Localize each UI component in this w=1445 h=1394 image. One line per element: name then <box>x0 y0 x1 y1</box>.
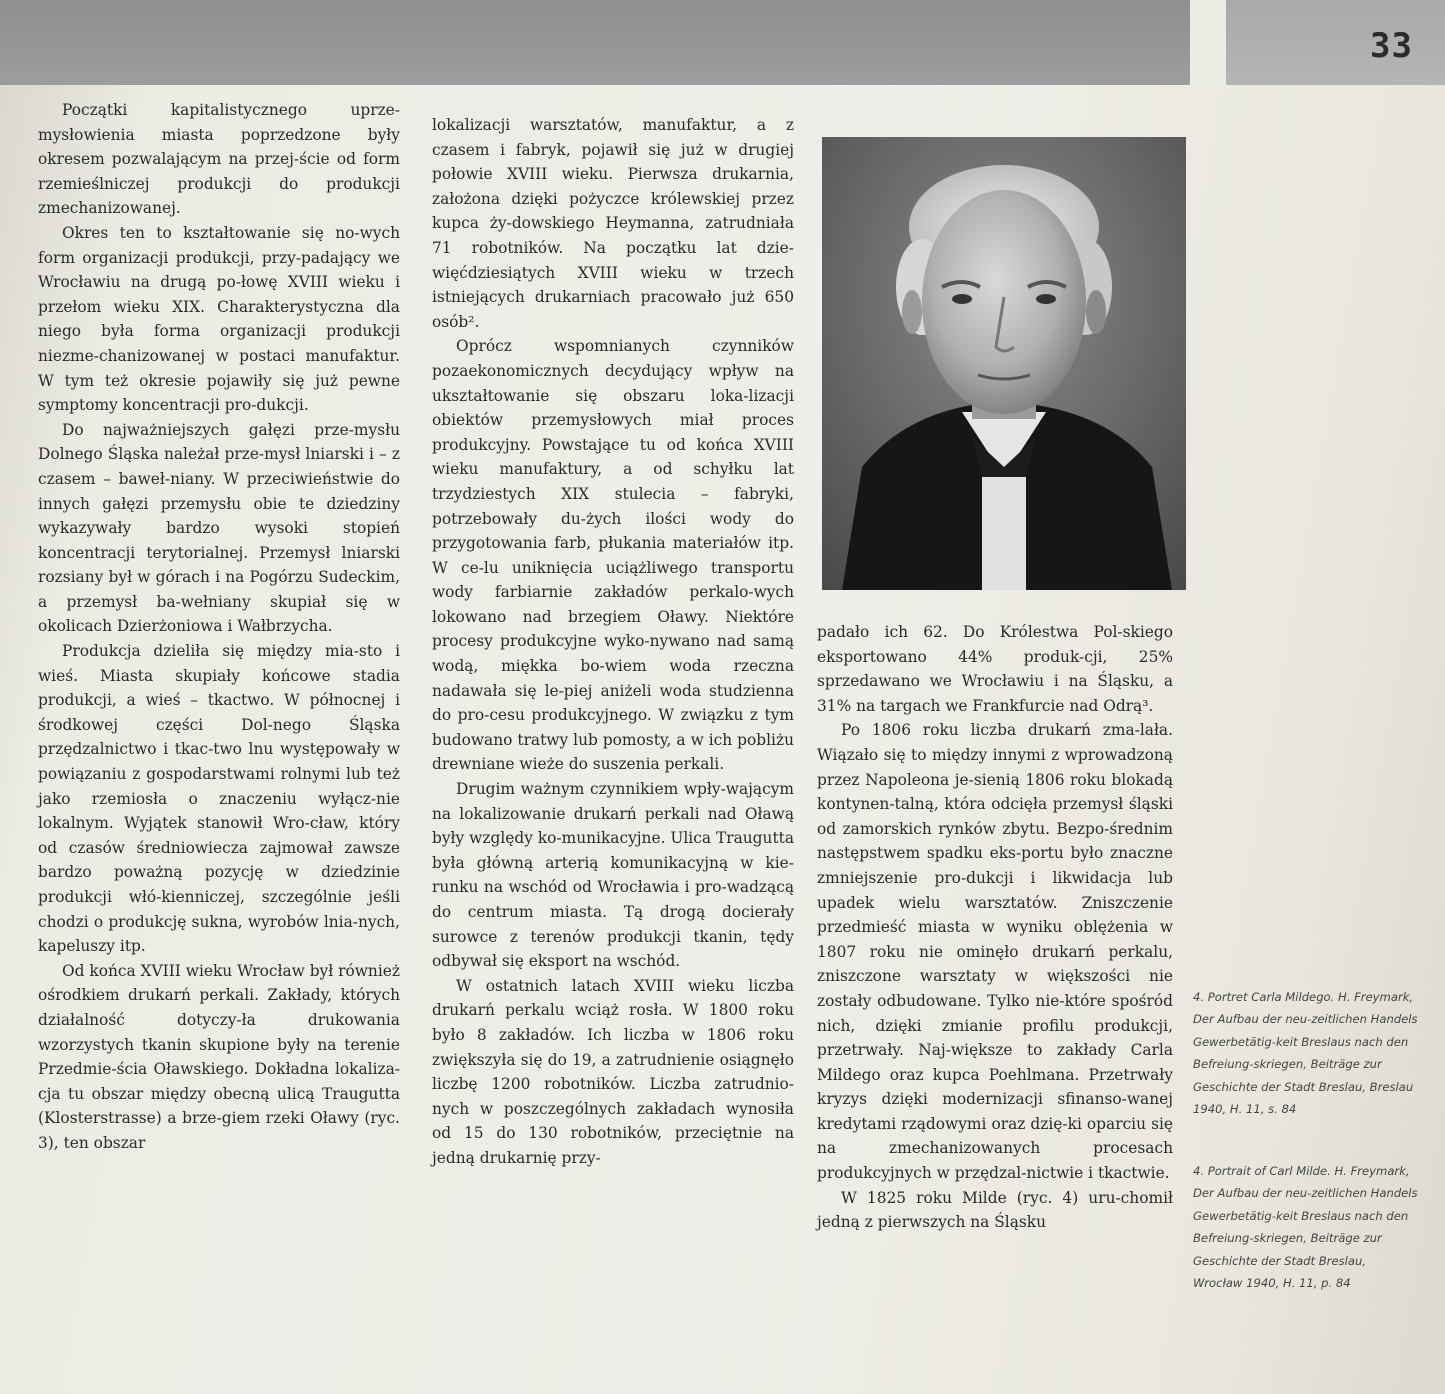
paragraph: W 1825 roku Milde (ryc. 4) uru-chomił jedną z pierwszych na Śląsku <box>817 1188 1173 1232</box>
paragraph: Okres ten to kształtowanie się no-wych form organizacji produkcji, przy-padający we Wrocławiu na drugą po-łowę XVIII wieku i przełom wieku XIX. Charakterystyczna dla niego była forma organizacji produkcji niezme-chanizowanej w postaci manufaktur. W tym też okresie pojawiły się już pewne symptomy koncentracji pro-dukcji. <box>38 223 400 415</box>
portrait-illustration <box>822 137 1186 590</box>
text-column-1 <box>38 98 400 1156</box>
page-number-box <box>1226 0 1445 85</box>
paragraph: lokalizacji warsztatów, manufaktur, a z czasem i fabryk, pojawił się już w drugiej połowie XVIII wieku. Pierwsza drukarnia, założona dzięki pożyczce królewskiej przez kupca ży-dowskiego Heymanna, zatrudniała 71 robotników. Na początku lat dzie-więćdziesiątych XVIII wieku w trzech istniejących drukarniach pracowało już 650 osób². <box>432 116 794 331</box>
portrait-photo <box>822 137 1186 590</box>
paragraph: Produkcja dzieliła się między mia-sto i wieś. Miasta skupiały końcowe stadia produkcji, a wieś – tkactwo. W północnej i środkowej części Dol-nego Śląska przędzalnictwo i tkac-two lnu występowały w powiązaniu z gospodarstwami rolnymi lub też jako rzemiosła o znaczeniu wyłącz-nie lokalnym. Wyjątek stanowił Wro-cław, który od czasów średniowiecza zajmował zawsze bardzo poważną pozycję w dziedzinie produkcji włó-kienniczej, szczególnie jeśli chodzi o produkcję sukna, wyrobów lnia-nych, kapeluszy itp. <box>38 642 400 956</box>
page-number: 33 <box>1370 26 1413 66</box>
figure-caption-english: 4. Portrait of Carl Milde. H. Freymark, Der Aufbau der neu-zeitlichen Handels Gewerbetätig-keit Breslaus nach den Befreiung-skriegen, Beiträge zur Geschichte der Stadt Breslau, Wrocław 1940, H. 11, p. 84 <box>1193 1164 1418 1291</box>
paragraph: padało ich 62. Do Królestwa Pol-skiego eksportowano 44% produk-cji, 25% sprzedawano we Wrocławiu i na Śląsku, a 31% na targach we Frankfurcie nad Odrą³. <box>817 623 1173 715</box>
figure-caption-polish: 4. Portret Carla Mildego. H. Freymark, Der Aufbau der neu-zeitlichen Handels Gewerbetätig-keit Breslaus nach den Befreiung-skriegen, Beiträge zur Geschichte der Stadt Breslau, Breslau 1940, H. 11, s. 84 <box>1193 990 1418 1117</box>
paragraph: Początki kapitalistycznego uprze-mysłowienia miasta poprzedzone były okresem pozwalającym na przej-ście od form rzemieślniczej produkcji do produkcji zmechanizowanej. <box>38 101 400 218</box>
paragraph: Oprócz wspomnianych czynników pozaekonomicznych decydujący wpływ na ukształtowanie się obszaru loka-lizacji obiektów przemysłowych miał proces produkcyjny. Powstające tu od końca XVIII wieku manufaktury, a od schyłku lat trzydziestych XIX stulecia – fabryki, potrzebowały du-żych ilości wody do przygotowania farb, płukania materiałów itp. W ce-lu uniknięcia uciążliwego transportu wody farbiarnie zakładów perkalo-wych lokowano nad brzegiem Oławy. Niektóre procesy produkcyjne wyko-nywano nad samą wodą, miękka bo-wiem woda rzeczna nadawała się le-piej aniżeli woda studzienna do pro-cesu produkcyjnego. W związku z tym budowano tratwy lub pomosty, a w ich pobliżu drewniane wieże do suszenia perkali. <box>432 337 794 774</box>
paragraph: Od końca XVIII wieku Wrocław był również ośrodkiem drukarń perkali. Zakłady, których działalność dotyczy-ła drukowania wzorzystych tkanin skupione były na terenie Przedmie-ścia Oławskiego. Dokładna lokaliza-cja tu obszar między obecną ulicą Traugutta (Klosterstrasse) a brze-giem rzeki Oławy (ryc. 3), ten obszar <box>38 961 400 1152</box>
paragraph: Do najważniejszych gałęzi prze-mysłu Dolnego Śląska należał prze-mysł lniarski i – z czasem – baweł-niany. W przeciwieństwie do innych gałęzi przemysłu obie te dziedziny wykazywały bardzo wysoki stopień koncentracji terytorialnej. Przemysł lniarski rozsiany był w górach i na Pogórzu Sudeckim, a przemysł ba-wełniany skupiał się w okolicach Dzierżoniowa i Wałbrzycha. <box>38 420 400 636</box>
paragraph: Po 1806 roku liczba drukarń zma-lała. Wiązało się to między innymi z wprowadzoną przez Napoleona je-sienią 1806 roku blokadą kontynen-talną, która odcięła przemysł śląski od zamorskich rynków zbytu. Bezpo-średnim następstwem spadku eks-portu było znaczne zmniejszenie pro-dukcji i likwidacja lub upadek wielu warsztatów. Zniszczenie przedmieść miasta w wyniku oblężenia w 1807 roku nie ominęło drukarń perkalu, zniszczone warsztaty w większości nie zostały odbudowane. Tylko nie-które spośród nich, dzięki zmianie profilu produkcji, przetrwały. Naj-większe to zakłady Carla Mildego oraz kupca Poehlmana. Przetrwały kryzys dzięki modernizacji sfinanso-wanej kredytami rządowymi oraz dzię-ki oparciu się na zmechanizowanych procesach produkcyjnych w przędzal-nictwie i tkactwie. <box>817 721 1173 1183</box>
header-band <box>0 0 1190 85</box>
text-column-3 <box>817 620 1173 1235</box>
header-gap <box>1190 0 1226 85</box>
text-column-2 <box>432 113 794 1171</box>
paragraph: Drugim ważnym czynnikiem wpły-wającym na lokalizowanie drukarń perkali nad Oławą były względy ko-munikacyjne. Ulica Traugutta była główną arterią komunikacyjną w kie-runku na wschód od Wrocławia i pro-wadzącą do centrum miasta. Tą drogą docierały surowce z terenów produkcji tkanin, tędy odbywał się eksport na wschód. <box>432 780 794 971</box>
paragraph: W ostatnich latach XVIII wieku liczba drukarń perkalu wciąż rosła. W 1800 roku było 8 zakładów. Ich liczba w 1806 roku zwiększyła się do 19, a zatrudnienie osiągnęło liczbę 1200 robotników. Liczba zatrudnio-nych w poszczególnych zakładach wynosiła od 15 do 130 robotników, przeciętnie na jedną drukarnię przy- <box>432 976 794 1167</box>
